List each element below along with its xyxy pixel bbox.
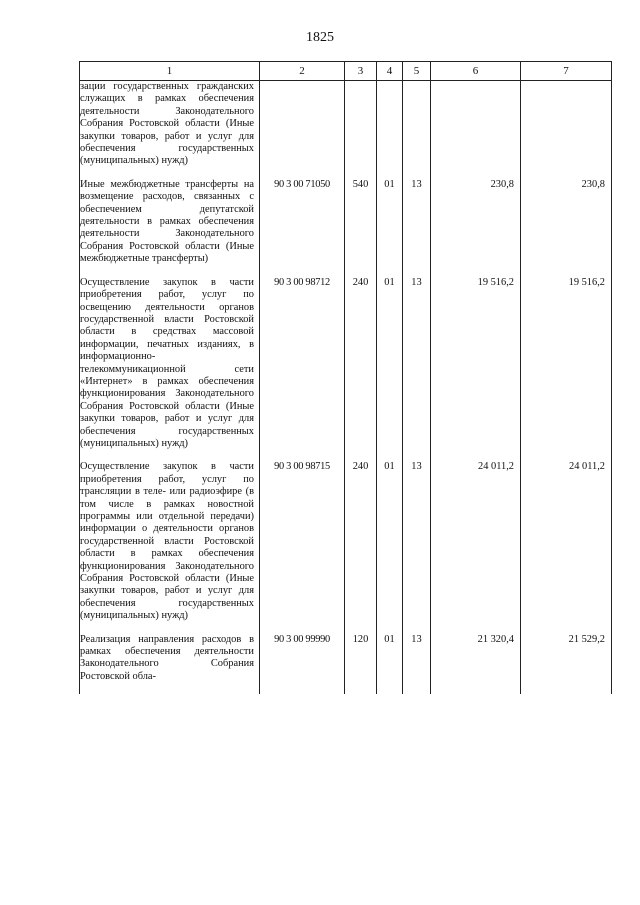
column-header: 2 bbox=[260, 62, 345, 81]
section-code: 01 bbox=[377, 277, 403, 462]
column-header: 5 bbox=[403, 62, 431, 81]
expense-type-code: 240 bbox=[345, 461, 377, 633]
table-row bbox=[80, 634, 612, 695]
expense-type-code: 120 bbox=[345, 634, 377, 695]
budget-table bbox=[79, 61, 612, 694]
target-article-code: 90 3 00 99990 bbox=[260, 634, 345, 695]
expense-description: Осуществление закупок в части приобретения работ, услуг по освещению деятельности органов государственной власти Ростовской области в средствах массовой информации, печатных изданиях, в информационно-телекоммуникационной сети «Интернет» в рамках обеспечения функционирования Законодательного Собрания Ростовской области (Иные закупки товаров, работ и услуг для обеспечения государственных (муниципальных) нужд) bbox=[80, 277, 260, 462]
section-code: 01 bbox=[377, 634, 403, 695]
expense-description: Иные межбюджетные трансферты на возмещение расходов, связанных с обеспечением депутатской деятельности в рамках обеспечения деятельности Законодательного Собрания Ростовской области (Иные межбюджетные трансферты) bbox=[80, 179, 260, 277]
target-article-code: 90 3 00 98715 bbox=[260, 461, 345, 633]
amount-column-6: 21 320,4 bbox=[431, 634, 521, 695]
amount-column-6: 230,8 bbox=[431, 179, 521, 277]
expense-type-code: 240 bbox=[345, 277, 377, 462]
section-code: 01 bbox=[377, 179, 403, 277]
amount-column-7: 21 529,2 bbox=[521, 634, 612, 695]
table-row bbox=[80, 179, 612, 277]
table-row bbox=[80, 81, 612, 179]
amount-column-7: 230,8 bbox=[521, 179, 612, 277]
amount-column-7 bbox=[521, 81, 612, 179]
subsection-code: 13 bbox=[403, 634, 431, 695]
expense-type-code bbox=[345, 81, 377, 179]
table-row bbox=[80, 277, 612, 462]
target-article-code: 90 3 00 71050 bbox=[260, 179, 345, 277]
column-header: 1 bbox=[80, 62, 260, 81]
expense-description: зации государственных гражданских служащих в рамках обеспечения деятельности Законодательного Собрания Ростовской области (Иные закупки товаров, работ и услуг для обеспечения государственных (муниципальных) нужд) bbox=[80, 81, 260, 179]
column-header: 7 bbox=[521, 62, 612, 81]
column-number-row bbox=[80, 62, 612, 81]
expense-description: Реализация направления расходов в рамках обеспечения деятельности Законодательного Собрания Ростовской обла- bbox=[80, 634, 260, 695]
column-header: 3 bbox=[345, 62, 377, 81]
section-code bbox=[377, 81, 403, 179]
amount-column-7: 19 516,2 bbox=[521, 277, 612, 462]
target-article-code: 90 3 00 98712 bbox=[260, 277, 345, 462]
amount-column-6 bbox=[431, 81, 521, 179]
amount-column-6: 19 516,2 bbox=[431, 277, 521, 462]
table-row bbox=[80, 461, 612, 633]
target-article-code bbox=[260, 81, 345, 179]
expense-type-code: 540 bbox=[345, 179, 377, 277]
amount-column-7: 24 011,2 bbox=[521, 461, 612, 633]
subsection-code: 13 bbox=[403, 461, 431, 633]
subsection-code: 13 bbox=[403, 179, 431, 277]
subsection-code bbox=[403, 81, 431, 179]
section-code: 01 bbox=[377, 461, 403, 633]
amount-column-6: 24 011,2 bbox=[431, 461, 521, 633]
column-header: 6 bbox=[431, 62, 521, 81]
page-number: 1825 bbox=[306, 30, 334, 45]
expense-description: Осуществление закупок в части приобретения работ, услуг по трансляции в теле- или радиоэфире (в том числе в рамках новостной программы или отдельной передачи) информации о деятельности органов государственной власти Ростовской области в рамках обеспечения функционирования Законодательного Собрания Ростовской области (Иные закупки товаров, работ и услуг для обеспечения государственных (муниципальных) нужд) bbox=[80, 461, 260, 633]
subsection-code: 13 bbox=[403, 277, 431, 462]
column-header: 4 bbox=[377, 62, 403, 81]
